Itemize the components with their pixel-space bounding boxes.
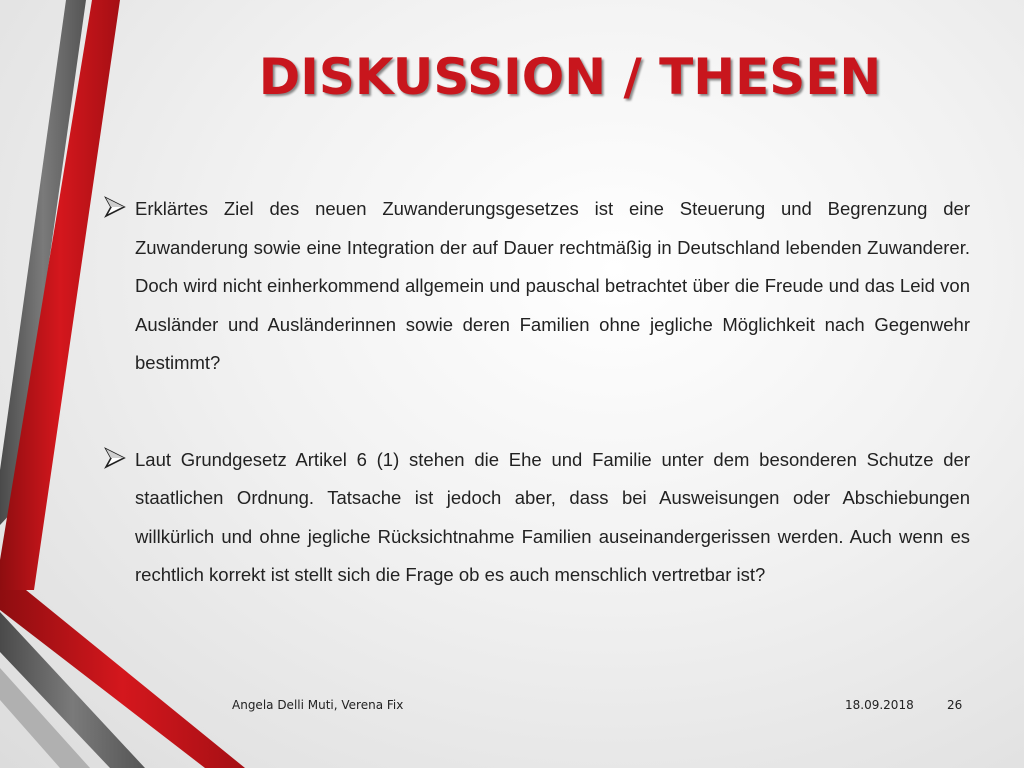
bullet-list [100, 190, 970, 595]
footer-date: 18.09.2018 [845, 698, 914, 712]
arrowhead-bullet-icon [104, 196, 126, 218]
bullet-text: Erklärtes Ziel des neuen Zuwanderungsgesetzes ist eine Steuerung und Begrenzung der Zuwanderung sowie eine Integration der auf Dauer rechtmäßig in Deutschland lebenden Zuwanderer. Doch wird nicht einherkommend allgemein und pauschal betrachtet über die Freude und das Leid von Ausländer und Ausländerinnen sowie deren Familien ohne jegliche Möglichkeit nach Gegenwehr bestimmt? [135, 198, 970, 373]
footer-authors: Angela Delli Muti, Verena Fix [232, 698, 404, 712]
footer-page-number: 26 [947, 698, 963, 712]
bullet-item [100, 190, 970, 383]
bullet-text: Laut Grundgesetz Artikel 6 (1) stehen die Ehe und Familie unter dem besonderen Schutze der staatlichen Ordnung. Tatsache ist jedoch aber, dass bei Ausweisungen oder Abschiebungen willkürlich und ohne jegliche Rücksichtnahme Familien auseinandergerissen werden. Auch wenn es rechtlich korrekt ist stellt sich die Frage ob es auch menschlich vertretbar ist? [135, 448, 970, 585]
slide-title: DISKUSSION / THESEN [258, 48, 882, 106]
bullet-item [100, 441, 970, 595]
arrowhead-bullet-icon [104, 447, 126, 469]
